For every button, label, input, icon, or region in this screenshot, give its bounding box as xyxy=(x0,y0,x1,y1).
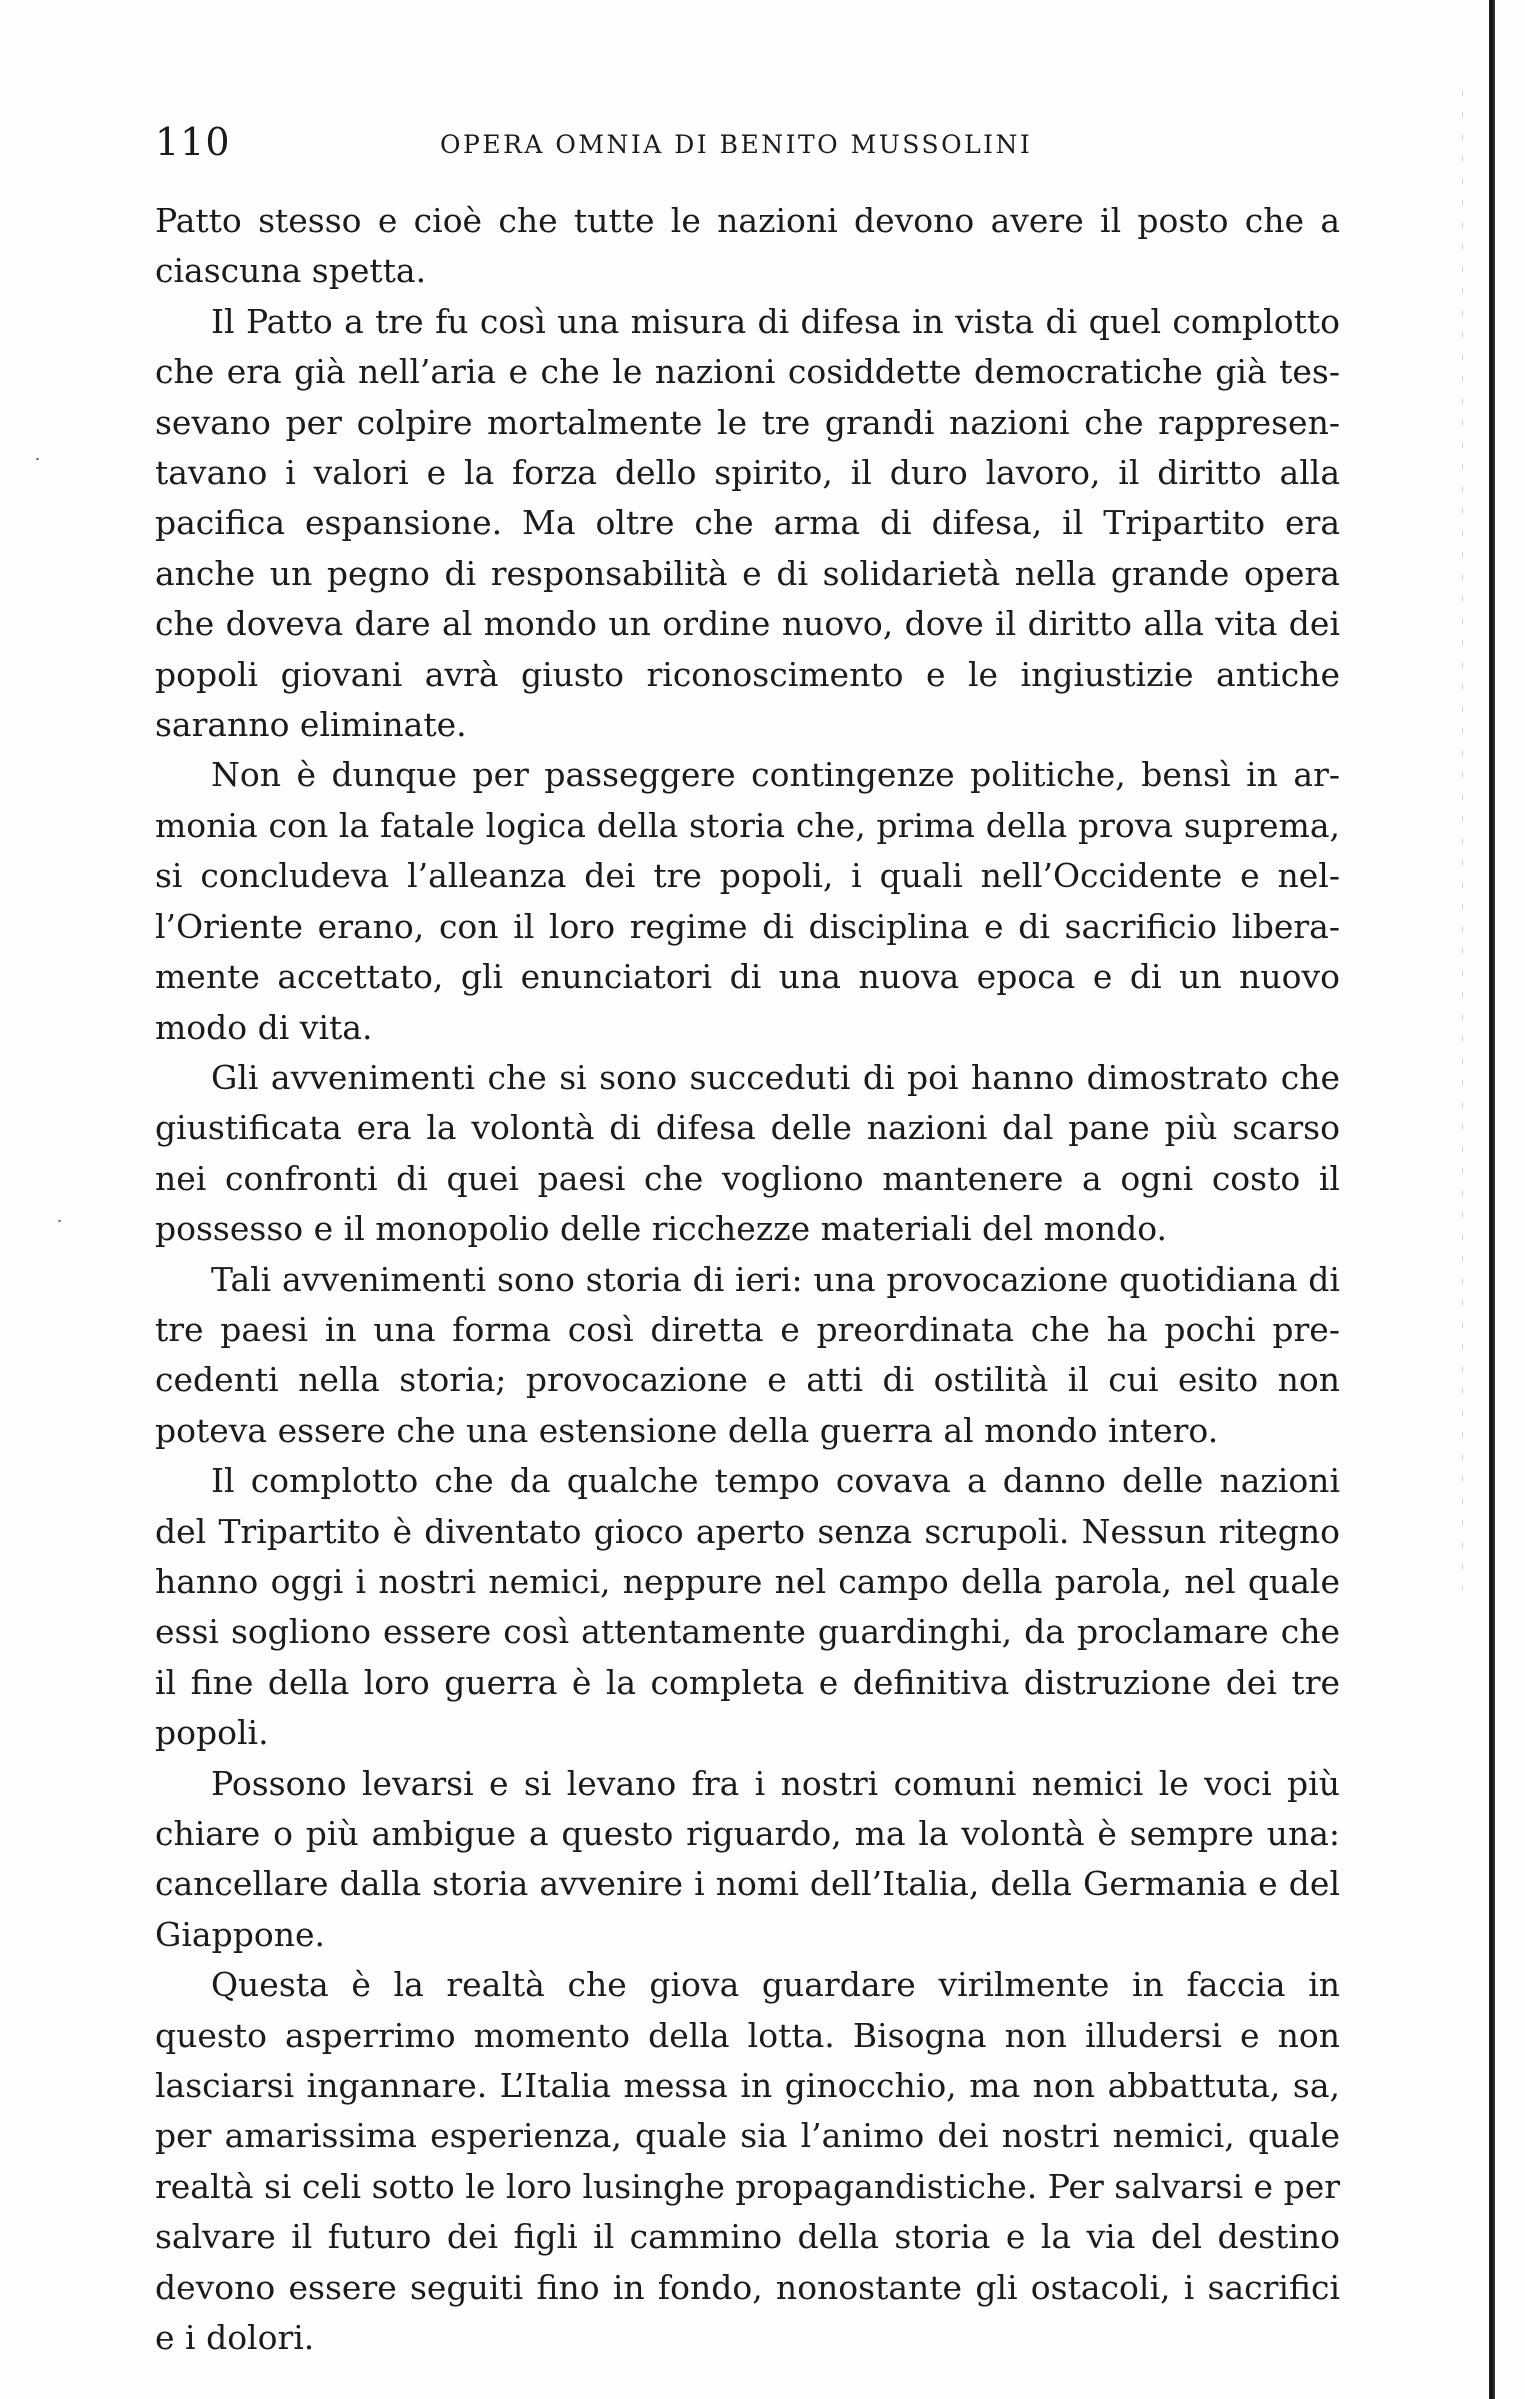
running-title: OPERA OMNIA DI BENITO MUSSOLINI xyxy=(440,130,1033,159)
paragraph: Il complotto che da qualche tempo covava a danno delle nazioni del Tripartito è diventato gioco aperto senza scrupoli. Nessun ritegno hanno oggi i nostri nemici, neppure nel campo della parola, nel quale essi sogliono essere così attentamente guardinghi, da proclamare che il fine della loro guerra è la completa e definitiva distruzione dei tre popoli. xyxy=(155,1461,1340,1753)
paragraph: Questa è la realtà che giova guardare virilmente in faccia in questo asperrimo momento della lotta. Bisogna non illudersi e non lasciarsi ingannare. L’Italia messa in ginocchio, ma non abbattuta, sa, per amarissima esperienza, quale sia l’animo dei nostri nemici, quale realtà si celi sotto le loro lusinghe propagandistiche. Per salvarsi e per salvare il futuro dei figli il cammino della storia e la via del destino devono essere seguiti fino in fondo, nonostante gli ostacoli, i sacrifici e i dolori. xyxy=(155,1965,1340,2358)
page-number: 110 xyxy=(155,120,231,164)
paragraph: Il Patto a tre fu così una misura di difesa in vista di quel complotto che era già nell’aria e che le nazioni cosiddette democratiche già tessevano per colpire mortalmente le tre grandi nazioni che rappresentavano i valori e la forza dello spirito, il duro lavoro, il diritto alla pacifica espansione. Ma oltre che arma di difesa, il Tripartito era anche un pegno di responsabilità e di solidarietà nella grande opera che doveva dare al mondo un ordine nuovo, dove il diritto alla vita dei popoli giovani avrà giusto riconoscimento e le ingiustizie antiche saranno eliminate. xyxy=(155,301,1340,745)
scan-speck xyxy=(58,1220,61,1222)
scan-speck xyxy=(36,458,39,460)
paragraph: Tali avvenimenti sono storia di ieri: una provocazione quotidiana di tre paesi in una forma così diretta e preordinata che ha pochi precedenti nella storia; provocazione e atti di ostilità il cui esito non poteva essere che una estensione della guerra al mondo intero. xyxy=(155,1259,1340,1450)
paragraph: Non è dunque per passeggere contingenze politiche, bensì in armonia con la fatale logica della storia che, prima della prova suprema, si concludeva l’alleanza dei tre popoli, i quali nell’Occidente e nell’Oriente erano, con il loro regime di disciplina e di sacrificio liberamente accettato, gli enunciatori di una nuova epoca e di un nuovo modo di vita. xyxy=(155,755,1340,1047)
binding-edge xyxy=(1489,0,1495,2399)
scan-artifact-line xyxy=(1462,90,1463,1590)
body-text xyxy=(155,196,1340,2363)
paragraph: Gli avvenimenti che si sono succeduti di poi hanno dimostrato che giustificata era la volontà di difesa delle nazioni dal pane più scarso nei confronti di quei paesi che vogliono mantenere a ogni costo il possesso e il monopolio delle ricchezze materiali del mondo. xyxy=(155,1057,1340,1249)
paragraph: Possono levarsi e si levano fra i nostri comuni nemici le voci più chiare o più ambigue a questo riguardo, ma la volontà è sempre una: cancellare dalla storia avvenire i nomi dell’Italia, della Germania e del Giappone. xyxy=(155,1763,1340,1954)
page-header xyxy=(155,118,1340,178)
paragraph: Patto stesso e cioè che tutte le nazioni devono avere il posto che a ciascuna spetta. xyxy=(155,201,1340,291)
